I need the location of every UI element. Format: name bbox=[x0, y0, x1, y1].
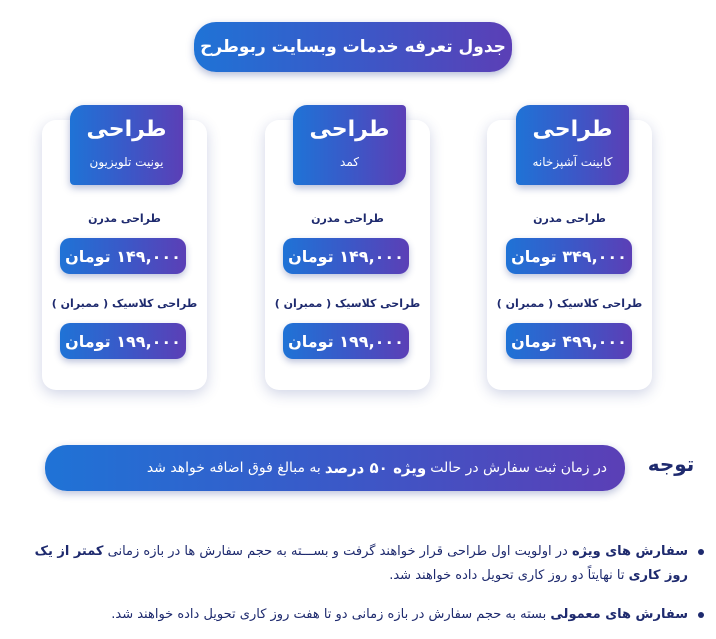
notice-text-pre: در زمان ثبت سفارش در حالت bbox=[430, 460, 607, 476]
card-tab-title: طراحی bbox=[86, 117, 167, 142]
card-tab-subtitle: یونیت تلویزیون bbox=[89, 155, 164, 169]
card-tab-tv-unit bbox=[70, 105, 183, 185]
modern-label: طراحی مدرن bbox=[88, 212, 161, 225]
bullet-text: تا نهایتاً دو روز کاری تحویل داده خواهند شد. bbox=[389, 568, 625, 583]
bullet-text: در اولویت اول طراحی قرار خواهند گرفت و بســـته به حجم سفارش ها در بازه زمانی bbox=[107, 544, 568, 559]
bullet-bold: سفارش های معمولی bbox=[550, 607, 688, 622]
modern-label: طراحی مدرن bbox=[533, 212, 606, 225]
modern-label: طراحی مدرن bbox=[311, 212, 384, 225]
notice-title: توجه bbox=[647, 452, 695, 476]
page-title: جدول تعرفه خدمات وبسایت ربوطرح bbox=[194, 22, 512, 72]
bullet-bold: کمتر از یک روز کاری bbox=[34, 544, 688, 583]
modern-price: ۱۴۹,۰۰۰ تومان bbox=[60, 238, 186, 274]
classic-price: ۴۹۹,۰۰۰ تومان bbox=[506, 323, 632, 359]
card-tab-title: طراحی bbox=[532, 117, 613, 142]
bullet-normal-orders bbox=[28, 603, 688, 627]
bullet-dot bbox=[698, 549, 704, 555]
classic-label: طراحی کلاسیک ( ممبران ) bbox=[51, 297, 198, 310]
bullet-text: بسته به حجم سفارش در بازه زمانی دو تا هفت روز کاری تحویل داده خواهند شد. bbox=[111, 607, 547, 622]
classic-price: ۱۹۹,۰۰۰ تومان bbox=[60, 323, 186, 359]
card-tab-title: طراحی bbox=[309, 117, 390, 142]
card-tab-subtitle: کمد bbox=[340, 155, 359, 169]
bullet-dot bbox=[698, 612, 704, 618]
classic-label: طراحی کلاسیک ( ممبران ) bbox=[274, 297, 421, 310]
card-tab-subtitle: کابینت آشپزخانه bbox=[532, 155, 613, 169]
classic-label: طراحی کلاسیک ( ممبران ) bbox=[496, 297, 643, 310]
bullet-bold: سفارش های ویژه bbox=[571, 544, 688, 559]
notice-text-bold: ویژه ۵۰ درصد bbox=[324, 459, 427, 477]
notice-text-post: به مبالغ فوق اضافه خواهد شد bbox=[146, 460, 321, 476]
bullet-special-orders bbox=[28, 540, 688, 588]
modern-price: ۳۴۹,۰۰۰ تومان bbox=[506, 238, 632, 274]
notice-bar bbox=[45, 445, 625, 491]
card-tab-closet bbox=[293, 105, 406, 185]
modern-price: ۱۴۹,۰۰۰ تومان bbox=[283, 238, 409, 274]
card-tab-kitchen-cabinet bbox=[516, 105, 629, 185]
classic-price: ۱۹۹,۰۰۰ تومان bbox=[283, 323, 409, 359]
